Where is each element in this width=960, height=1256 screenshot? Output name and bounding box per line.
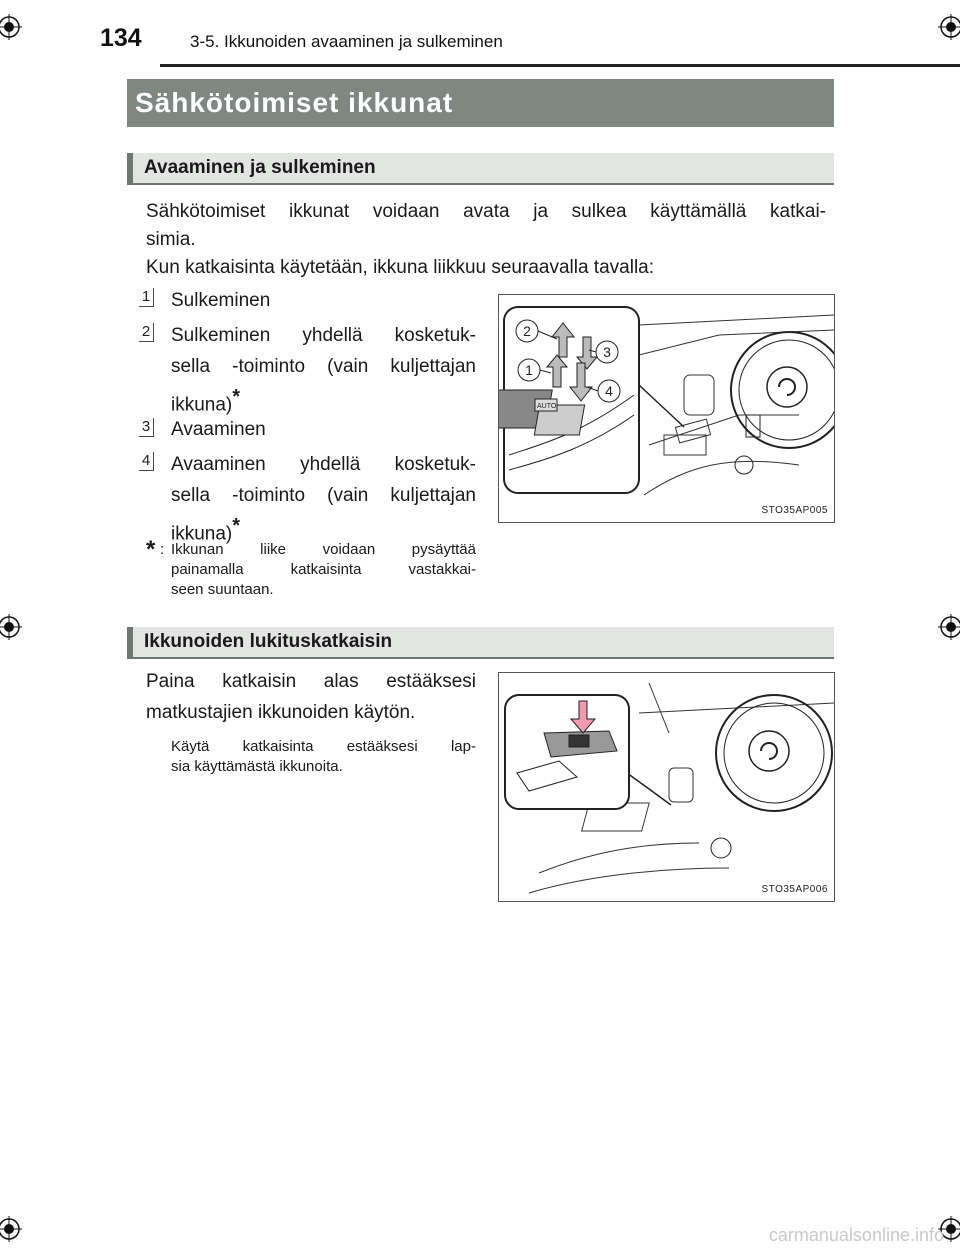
footnote-line: seen suuntaan. (171, 581, 274, 598)
list-number-badge: 1 (139, 288, 154, 307)
intro-line-2: simia. (146, 229, 196, 250)
header-divider (160, 64, 960, 67)
list-item-line: Avaaminen yhdellä kosketuk- (171, 454, 476, 475)
list-number-badge: 4 (139, 452, 154, 471)
list-item-line: Avaaminen (171, 419, 266, 440)
registration-mark-bottom-left (0, 1216, 22, 1242)
section-heading-window-lock (127, 627, 834, 659)
note-line: sia käyttämästä ikkunoita. (171, 758, 343, 775)
auto-label: AUTO (537, 403, 557, 410)
figure-window-lock-switch (498, 672, 835, 902)
section-breadcrumb: 3-5. Ikkunoiden avaaminen ja sulkeminen (190, 32, 503, 51)
asterisk-marker: * (232, 515, 241, 537)
callout-1: 1 (525, 362, 533, 378)
registration-mark-mid-left (0, 614, 22, 640)
list-number-badge: 3 (139, 418, 154, 437)
lock-switch-instruction (146, 666, 476, 728)
section-heading-label: Avaaminen ja sulkeminen (144, 157, 376, 178)
asterisk-marker: * (232, 386, 241, 408)
intro-line-1: Sähkötoimiset ikkunat voidaan avata ja sulkea käyttämällä katkai- (146, 201, 826, 222)
list-item-line: sella -toiminto (vain kuljettajan (171, 356, 476, 377)
list-item-one-touch-closing (171, 320, 476, 420)
footnote-text (171, 540, 476, 600)
list-item-line: Sulkeminen (171, 290, 271, 311)
section-heading-opening-closing (127, 153, 834, 185)
footnote-asterisk: * (146, 536, 156, 563)
list-item-line: ikkuna) (171, 523, 233, 545)
callout-2: 2 (523, 323, 531, 339)
figure-window-switch-illustration (499, 295, 834, 522)
figure-window-lock-illustration (499, 673, 834, 901)
registration-mark-top-right (938, 14, 960, 40)
note-line: Käytä katkaisinta estääksesi lap- (171, 738, 476, 755)
list-item-opening (171, 414, 476, 445)
page-title: Sähkötoimiset ikkunat (127, 79, 834, 127)
body-line: Paina katkaisin alas estääksesi (146, 671, 476, 692)
page-number: 134 (100, 24, 142, 52)
footnote-colon: : (160, 541, 165, 558)
watermark: carmanualsonline.info (768, 1225, 944, 1245)
list-item-line: Sulkeminen yhdellä kosketuk- (171, 325, 476, 346)
registration-mark-top-left (0, 14, 22, 40)
section-heading-label: Ikkunoiden lukituskatkaisin (144, 631, 393, 652)
list-item-line: ikkuna) (171, 394, 233, 416)
list-item-closing (171, 285, 476, 316)
list-number-badge: 2 (139, 323, 154, 342)
footnote-line: painamalla katkaisinta vastakkai- (171, 561, 476, 578)
figure-code: STO35AP006 (761, 884, 828, 895)
heading-accent-bar (127, 627, 133, 657)
list-item-line: sella -toiminto (vain kuljettajan (171, 485, 476, 506)
figure-window-switch (498, 294, 835, 523)
list-item-one-touch-opening (171, 449, 476, 549)
lock-switch-note (171, 737, 476, 777)
body-line: matkustajien ikkunoiden käytön. (146, 702, 416, 723)
callout-4: 4 (605, 383, 613, 399)
footnote-line: Ikkunan liike voidaan pysäyttää (171, 541, 476, 558)
heading-accent-bar (127, 153, 133, 183)
callout-3: 3 (603, 344, 611, 360)
intro-line-3: Kun katkaisinta käytetään, ikkuna liikkuu seuraavalla tavalla: (146, 257, 655, 278)
figure-code: STO35AP005 (761, 505, 828, 516)
registration-mark-mid-right (938, 614, 960, 640)
